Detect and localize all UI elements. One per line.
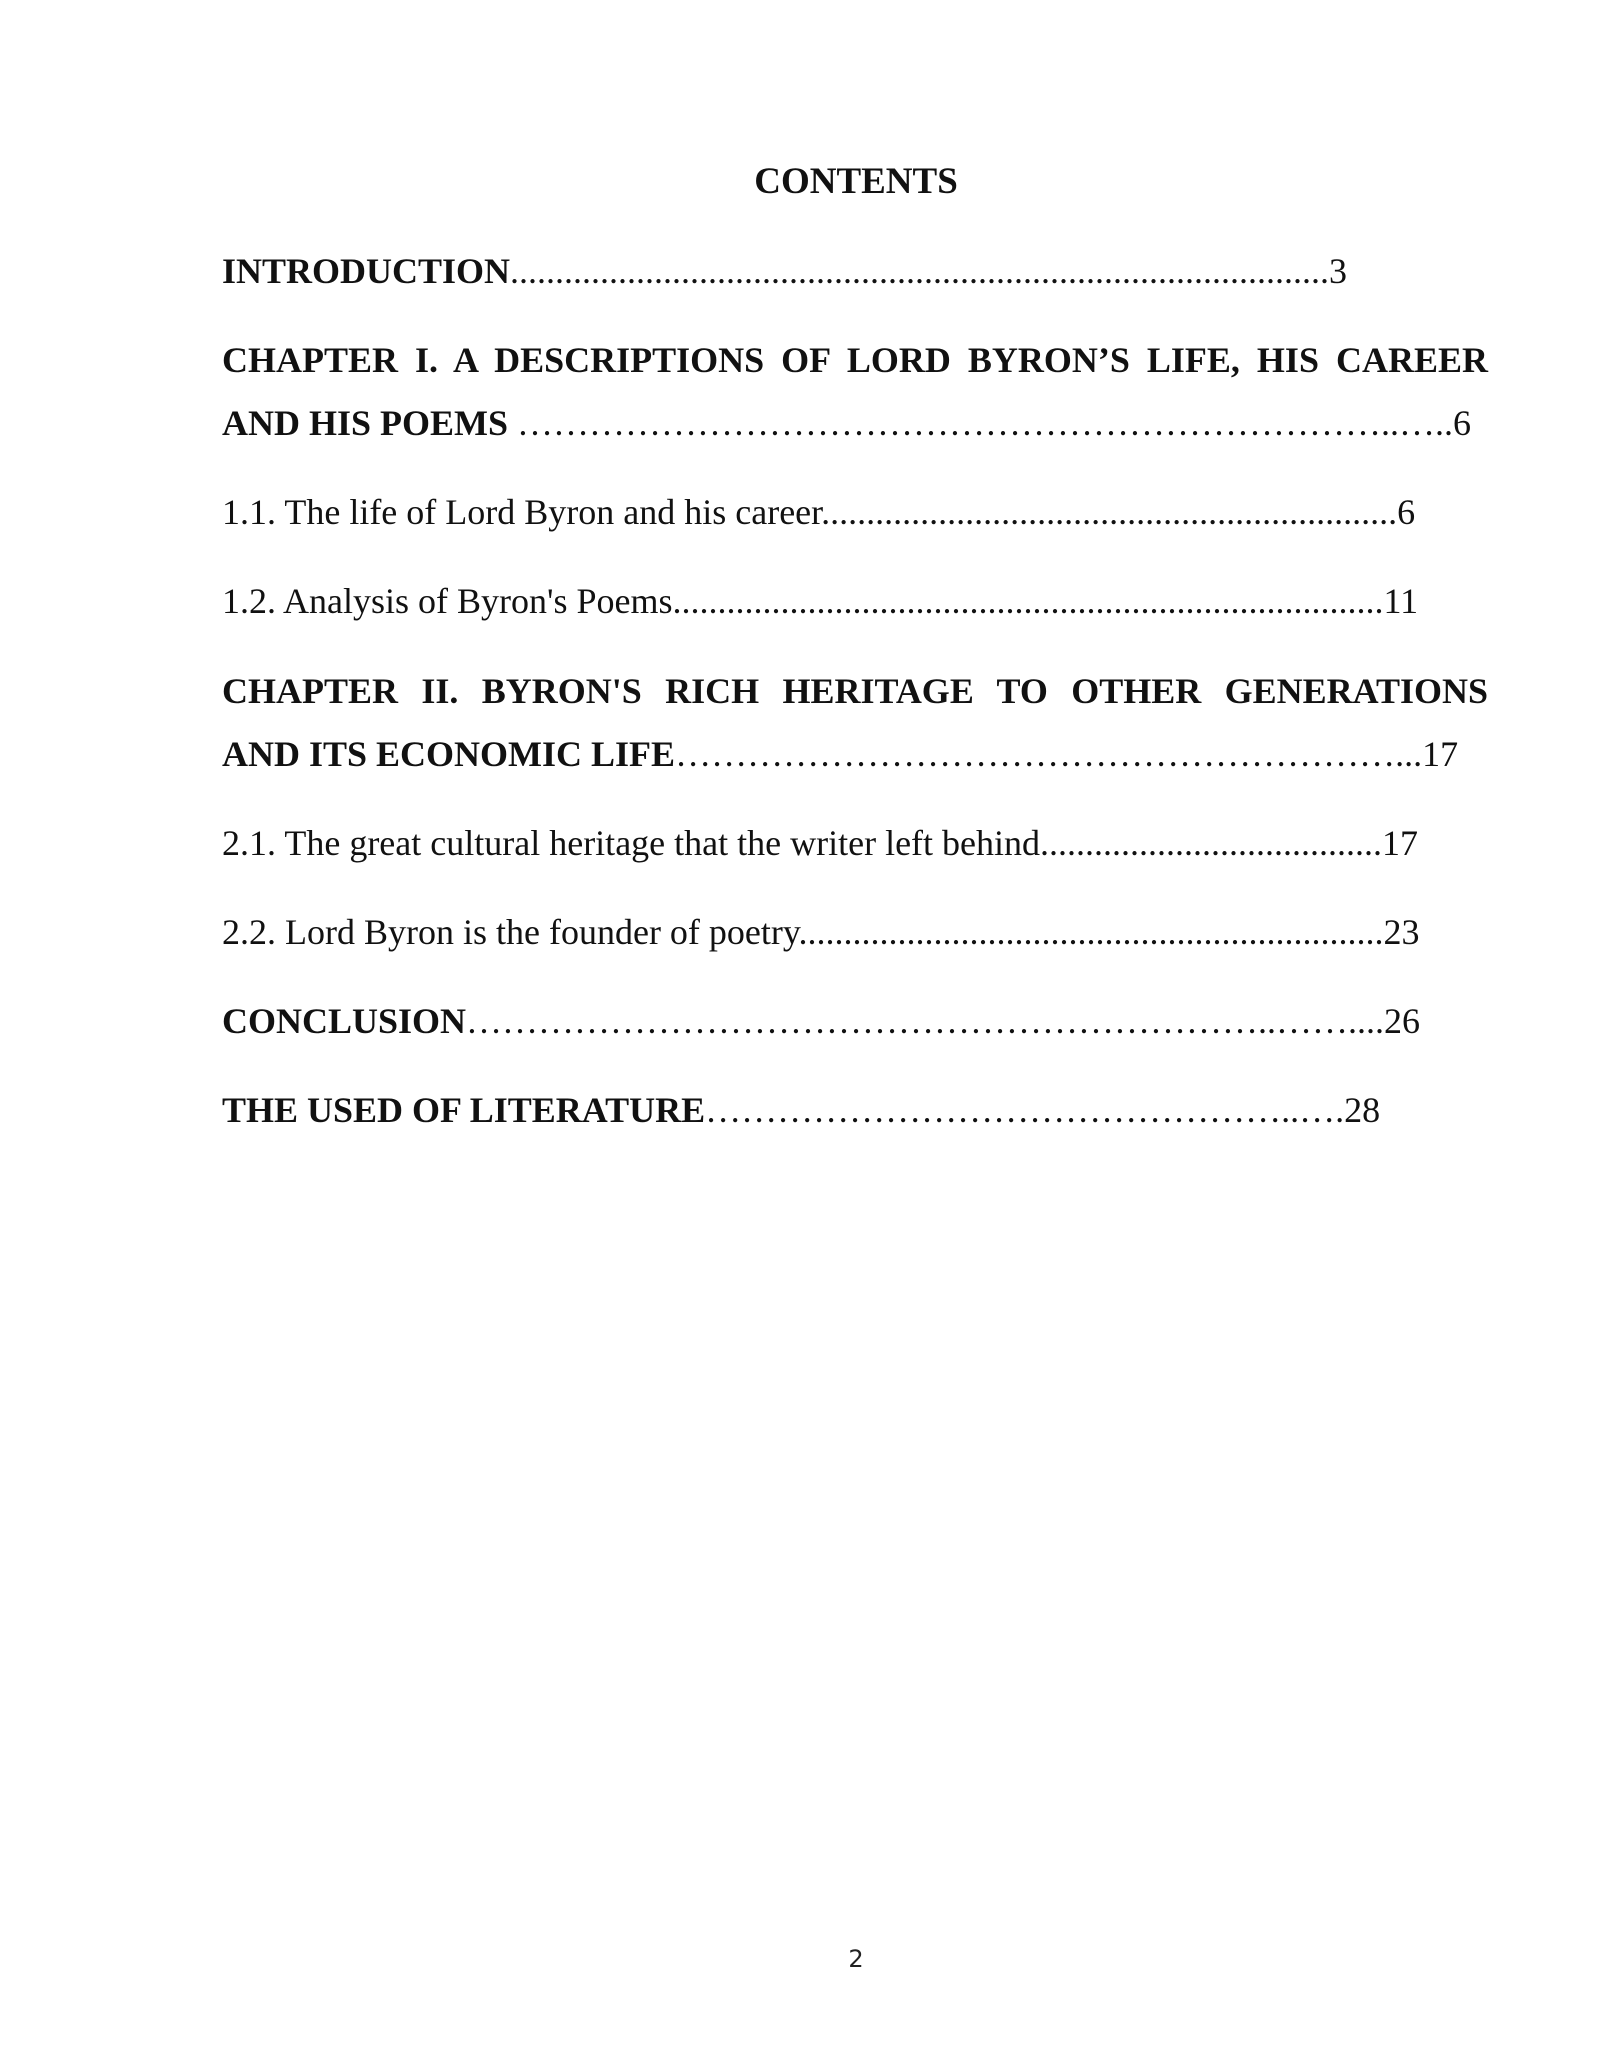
toc-entry-section-2-1 <box>222 812 1488 875</box>
toc-entry-page: 17 <box>1382 823 1419 863</box>
toc-entry-title: INTRODUCTION <box>222 251 511 291</box>
toc-entry-line-2 <box>222 723 1488 786</box>
toc-entry-section-2-2 <box>222 901 1488 964</box>
toc-entry-page: 17 <box>1422 734 1459 774</box>
toc-entry-page: 6 <box>1453 403 1472 443</box>
toc-entry-chapter-2 <box>222 660 1488 786</box>
page-number: 2 <box>848 1945 864 1973</box>
toc-entry-introduction <box>222 240 1488 303</box>
toc-entry-page: 26 <box>1384 1001 1421 1041</box>
toc-entry-title-line-2: AND HIS POEMS <box>222 403 509 443</box>
toc-entry-section-1-2 <box>222 570 1488 633</box>
toc-entry-title: CONCLUSION <box>222 1001 467 1041</box>
toc-entry-leader: …………………………………………………………..…….... <box>466 1001 1385 1041</box>
toc-entry-line-2 <box>222 392 1488 455</box>
toc-entry-title: 2.1. The great cultural heritage that the writer left behind <box>222 823 1041 863</box>
toc-entry-page: 3 <box>1329 251 1348 291</box>
toc-entry-section-1-1 <box>222 481 1488 544</box>
toc-entry-page: 23 <box>1383 912 1420 952</box>
toc-entry-title: THE USED OF LITERATURE <box>222 1090 706 1130</box>
toc-entry-chapter-1 <box>222 329 1488 455</box>
toc-entry-leader: ................................................................. <box>798 912 1384 952</box>
toc-entry-title: 1.1. The life of Lord Byron and his career <box>222 492 822 532</box>
page-number-wrap <box>0 1945 1600 1973</box>
toc-entry-page: 28 <box>1344 1090 1381 1130</box>
toc-entry-leader: ………………………………………………………………..….. <box>508 403 1454 443</box>
toc-entry-title: 2.2. Lord Byron is the founder of poetry <box>222 912 799 952</box>
toc-entry-title-line-1: CHAPTER II. BYRON'S RICH HERITAGE TO OTHER GENERATIONS <box>222 671 1488 711</box>
toc-entry-title-line-2: AND ITS ECONOMIC LIFE <box>222 734 676 774</box>
toc-entry-page: 11 <box>1383 581 1419 621</box>
toc-entry-leader: ...................................... <box>1040 823 1383 863</box>
contents-heading-wrap <box>0 160 1600 203</box>
toc-entry-title-line-1: CHAPTER I. A DESCRIPTIONS OF LORD BYRON’S LIFE, HIS CAREER <box>222 340 1488 380</box>
toc-entry-literature <box>222 1079 1488 1142</box>
toc-entry-leader: …………………………………………..…. <box>705 1090 1345 1130</box>
toc-entry-leader: ............................................................................... <box>672 581 1384 621</box>
toc-entry-page: 6 <box>1397 492 1416 532</box>
toc-entry-leader: ................................................................ <box>821 492 1398 532</box>
toc-entry-title: 1.2. Analysis of Byron's Poems <box>222 581 673 621</box>
toc-entry-conclusion <box>222 990 1488 1053</box>
toc-entry-leader: ........................................................................................... <box>510 251 1330 291</box>
contents-heading: CONTENTS <box>754 161 958 202</box>
toc-entry-leader: ……………………………………………………... <box>675 734 1423 774</box>
